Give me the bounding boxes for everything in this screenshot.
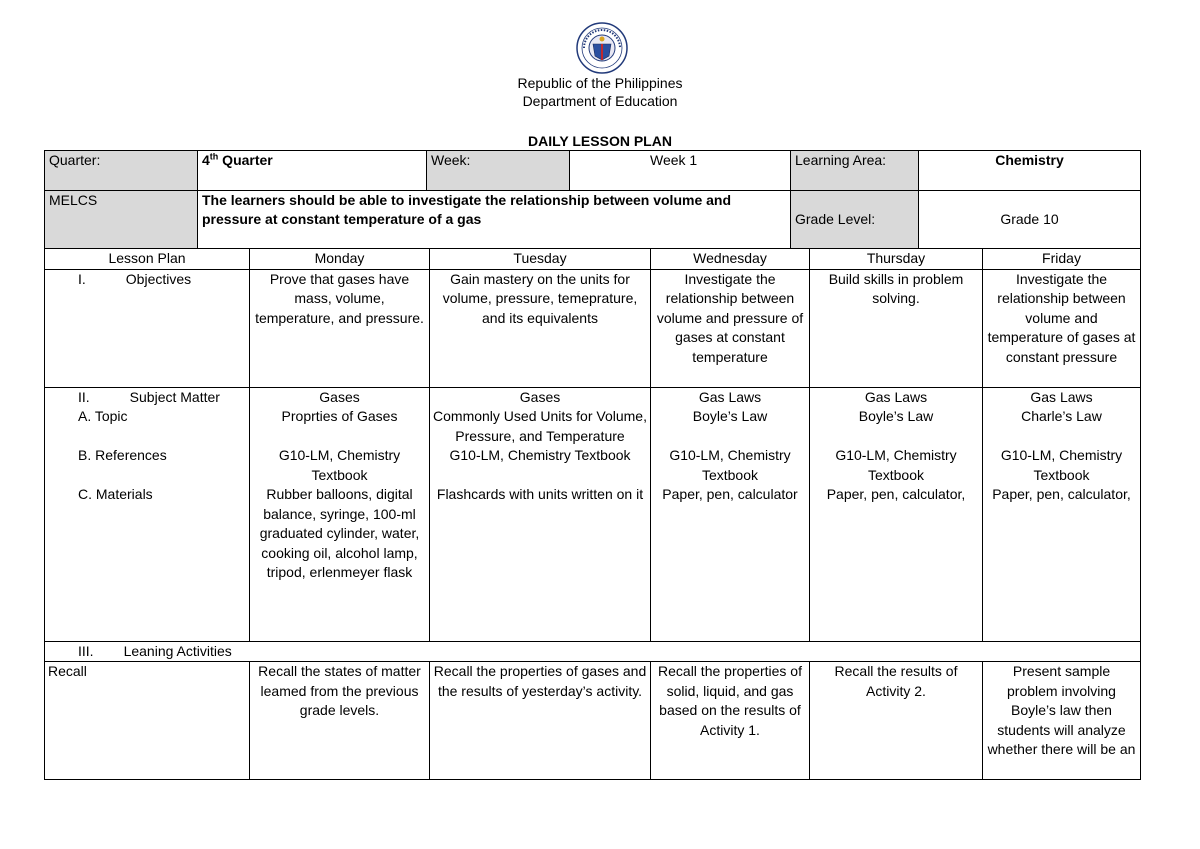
quarter-value: 4th Quarter bbox=[198, 151, 427, 191]
grade-level-label: Grade Level: bbox=[791, 191, 919, 249]
references-label: B. References bbox=[78, 447, 167, 463]
recall-label: Recall bbox=[45, 662, 250, 780]
subject-matter-label: II. Subject Matter A. Topic B. References C. Materials bbox=[45, 387, 250, 641]
recall-tuesday: Recall the properties of gases and the results of yesterday’s activity. bbox=[430, 662, 651, 780]
subject-wednesday: Gas Laws Boyle’s Law G10-LM, Chemistry Textbook Paper, pen, calculator bbox=[651, 387, 810, 641]
header-department: Department of Education bbox=[522, 93, 678, 109]
header-lesson-plan: Lesson Plan bbox=[45, 249, 250, 270]
week-label: Week: bbox=[427, 151, 570, 191]
header-tuesday: Tuesday bbox=[430, 249, 651, 270]
recall-wednesday: Recall the properties of solid, liquid, and gas based on the results of Activity 1. bbox=[651, 662, 810, 780]
week-value: Week 1 bbox=[570, 151, 791, 191]
subject-thursday: Gas Laws Boyle’s Law G10-LM, Chemistry Textbook Paper, pen, calculator, bbox=[810, 387, 983, 641]
grade-level-value: Grade 10 bbox=[919, 191, 1141, 249]
objective-wednesday: Investigate the relationship between volume and pressure of gases at constant temperature bbox=[651, 269, 810, 387]
recall-monday: Recall the states of matter leamed from the previous grade levels. bbox=[250, 662, 430, 780]
subject-monday: Gases Proprties of Gases G10-LM, Chemistry Textbook Rubber balloons, digital balance, syringe, 100-ml graduated cylinder, water, cooking oil, alcohol lamp, tripod, erlenmeyer flask bbox=[250, 387, 430, 641]
lesson-plan-table bbox=[44, 248, 1141, 780]
header-friday: Friday bbox=[983, 249, 1141, 270]
objective-monday: Prove that gases have mass, volume, temperature, and pressure. bbox=[250, 269, 430, 387]
quarter-label: Quarter: bbox=[45, 151, 198, 191]
info-table bbox=[44, 150, 1141, 249]
objective-thursday: Build skills in problem solving. bbox=[810, 269, 983, 387]
melcs-label: MELCS bbox=[45, 191, 198, 249]
materials-label: C. Materials bbox=[78, 486, 153, 502]
objectives-label: I. Objectives bbox=[45, 269, 250, 387]
topic-label: A. Topic bbox=[78, 408, 128, 424]
header-republic: Republic of the Philippines bbox=[517, 75, 683, 91]
subject-tuesday: Gases Commonly Used Units for Volume, Pressure, and Temperature G10-LM, Chemistry Textbook Flashcards with units written on it bbox=[430, 387, 651, 641]
deped-seal-icon bbox=[576, 22, 628, 74]
learning-area-label: Learning Area: bbox=[791, 151, 919, 191]
page-title: DAILY LESSON PLAN bbox=[528, 133, 672, 149]
objective-tuesday: Gain mastery on the units for volume, pressure, temeprature, and its equivalents bbox=[430, 269, 651, 387]
learning-area-value: Chemistry bbox=[919, 151, 1141, 191]
objective-friday: Investigate the relationship between volume and temperature of gases at constant pressure bbox=[983, 269, 1141, 387]
learning-activities-label: III. Leaning Activities bbox=[45, 641, 1141, 662]
recall-friday: Present sample problem involving Boyle’s law then students will analyze whether there will be an bbox=[983, 662, 1141, 780]
header-thursday: Thursday bbox=[810, 249, 983, 270]
subject-friday: Gas Laws Charle’s Law G10-LM, Chemistry Textbook Paper, pen, calculator, bbox=[983, 387, 1141, 641]
recall-thursday: Recall the results of Activity 2. bbox=[810, 662, 983, 780]
header-wednesday: Wednesday bbox=[651, 249, 810, 270]
melcs-text: The learners should be able to investigate the relationship between volume and pressure at constant temperature of a gas bbox=[198, 191, 791, 249]
header-monday: Monday bbox=[250, 249, 430, 270]
